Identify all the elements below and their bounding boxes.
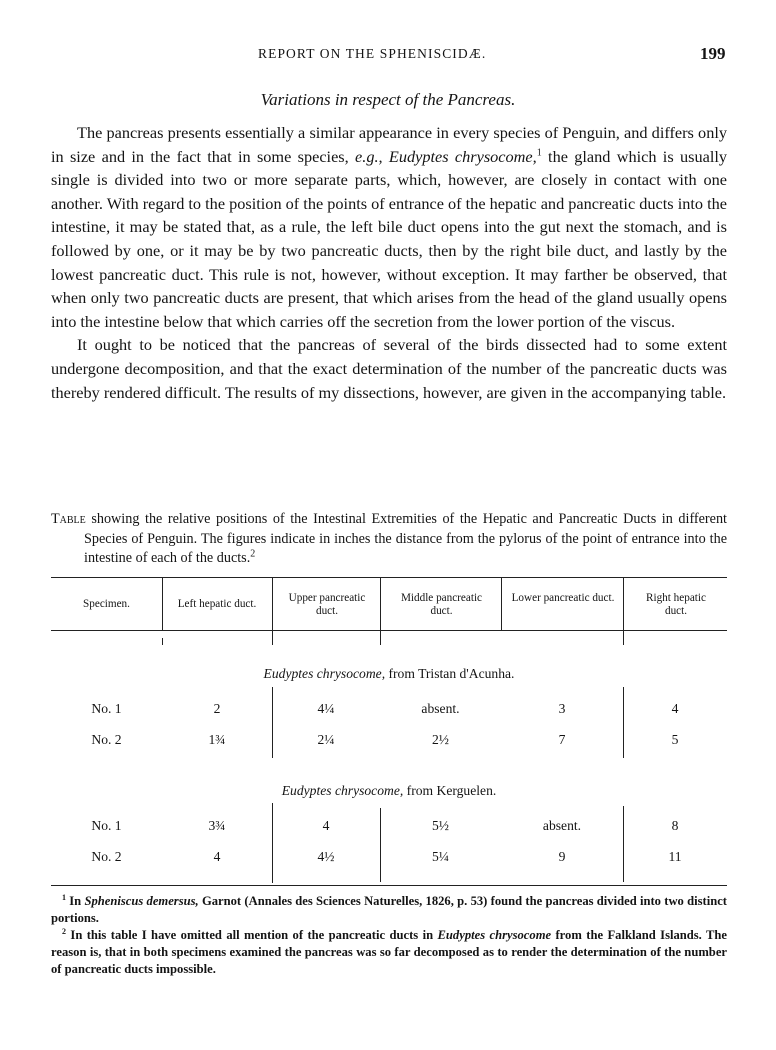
header-lower-pancreatic: Lower pancreatic duct. <box>511 592 615 604</box>
table-cell: absent. <box>421 701 460 716</box>
table-cell: No. 1 <box>91 818 122 833</box>
paragraph-1: The pancreas presents essentially a similar appearance in every species of Penguin, and differs only in size and in the fact that in some species, e.g., Eudyptes chrysocome,$^1$ the gland which is usually single is divided into two or more separate parts, which, however, are closely in contact with one another. With regard to the position of the points of entrance of the hepatic and pancreatic ducts into the intestine, it may be stated that, as a rule, the left bile duct opens into the gut next the stomach, and is followed by one, or it may be by two pancreatic ducts, then by the right bile duct, and lastly by the lowest pancreatic duct. This rule is not, however, without exception. It may farther be observed, that when only two pancreatic ducts are present, that which arises from the head of the gland usually opens into the intestine below that which carries off the secretion from the lower portion of the viscus. <box>51 123 728 331</box>
table-cell: 4 <box>322 818 330 833</box>
table-cell: 4½ <box>317 849 335 864</box>
group-title-tristan: Eudyptes chrysocome, from Tristan d'Acunha. <box>263 666 515 681</box>
table-cell: 2½ <box>432 732 449 747</box>
page-number: 199 <box>700 44 726 63</box>
header-specimen: Specimen. <box>83 598 130 610</box>
table-cell: absent. <box>542 818 582 833</box>
table-cell: 3 <box>558 701 566 716</box>
ducts-table <box>51 577 727 886</box>
footnote-2: $^2$ In this table I have omitted all mention of the pancreatic ducts in Eudyptes chrysocome from the Falkland Islands. The reason is, that in both specimens examined the pancreas was so far decomposed as to render the determination of the number of pancreatic ducts impossible. <box>51 926 728 976</box>
eg-italic: e.g., Eudyptes chrysocome, <box>355 146 537 166</box>
footnote-ref-1[interactable]: 1 <box>536 147 542 159</box>
paragraph-2: It ought to be noticed that the pancreas of several of the birds dissected had to some extent undergone decomposition, and that the exact determination of the number of the pancreatic ducts was thereby rendered difficult. The results of my dissections, however, are given in the accompanying table. <box>51 335 727 402</box>
table-caption: Table showing the relative positions of the Intestinal Extremities of the Hepatic and Pancreatic Ducts in different Species of Penguin. The figures indicate in inches the distance from the pylorus of the point of entrance into the intestine of each of the ducts.$^2$ <box>51 511 727 566</box>
footnotes <box>51 893 727 978</box>
table-cell: 5½ <box>432 818 449 833</box>
caption-lead: Table <box>51 511 86 527</box>
table-cell: 1¾ <box>208 732 226 747</box>
table-cell: 9 <box>558 849 566 864</box>
group-title-kerguelen: Eudyptes chrysocome, from Kerguelen. <box>281 783 497 798</box>
table-cell: 3¾ <box>208 818 226 833</box>
table-cell: 8 <box>671 818 679 833</box>
table-cell: 4 <box>671 701 679 716</box>
table-cell: 2 <box>213 701 221 716</box>
section-title: Variations in respect of the Pancreas. <box>260 90 516 109</box>
footnote-1: $^1$ In Spheniscus demersus, Garnot (Annales des Sciences Naturelles, 1826, p. 53) found the pancreas divided into two distinct portions. <box>51 892 727 925</box>
header-upper-pancreatic: Upper pancreatic duct. <box>288 592 366 617</box>
table-cell: 7 <box>558 732 566 747</box>
table-cell: No. 1 <box>91 701 122 716</box>
footnote-ref-2[interactable]: 2 <box>250 548 256 560</box>
running-header <box>0 44 776 68</box>
table-cell: 5 <box>671 732 679 747</box>
table-cell: No. 2 <box>91 849 122 864</box>
header-rule <box>51 630 727 631</box>
table-cell: No. 2 <box>91 732 122 747</box>
header-left-hepatic: Left hepatic duct. <box>177 598 257 610</box>
header-middle-pancreatic: Middle pancreatic duct. <box>400 592 483 617</box>
table-cell: 4¼ <box>317 701 335 716</box>
body-text <box>51 121 727 404</box>
table-cell: 2¼ <box>317 732 335 747</box>
running-head-title: REPORT ON THE SPHENISCIDÆ. <box>258 46 487 61</box>
table-cell: 5¼ <box>432 849 449 864</box>
table-cell: 4 <box>213 849 221 864</box>
header-right-hepatic: Right hepatic duct. <box>646 592 706 617</box>
table-cell: 11 <box>668 849 682 864</box>
